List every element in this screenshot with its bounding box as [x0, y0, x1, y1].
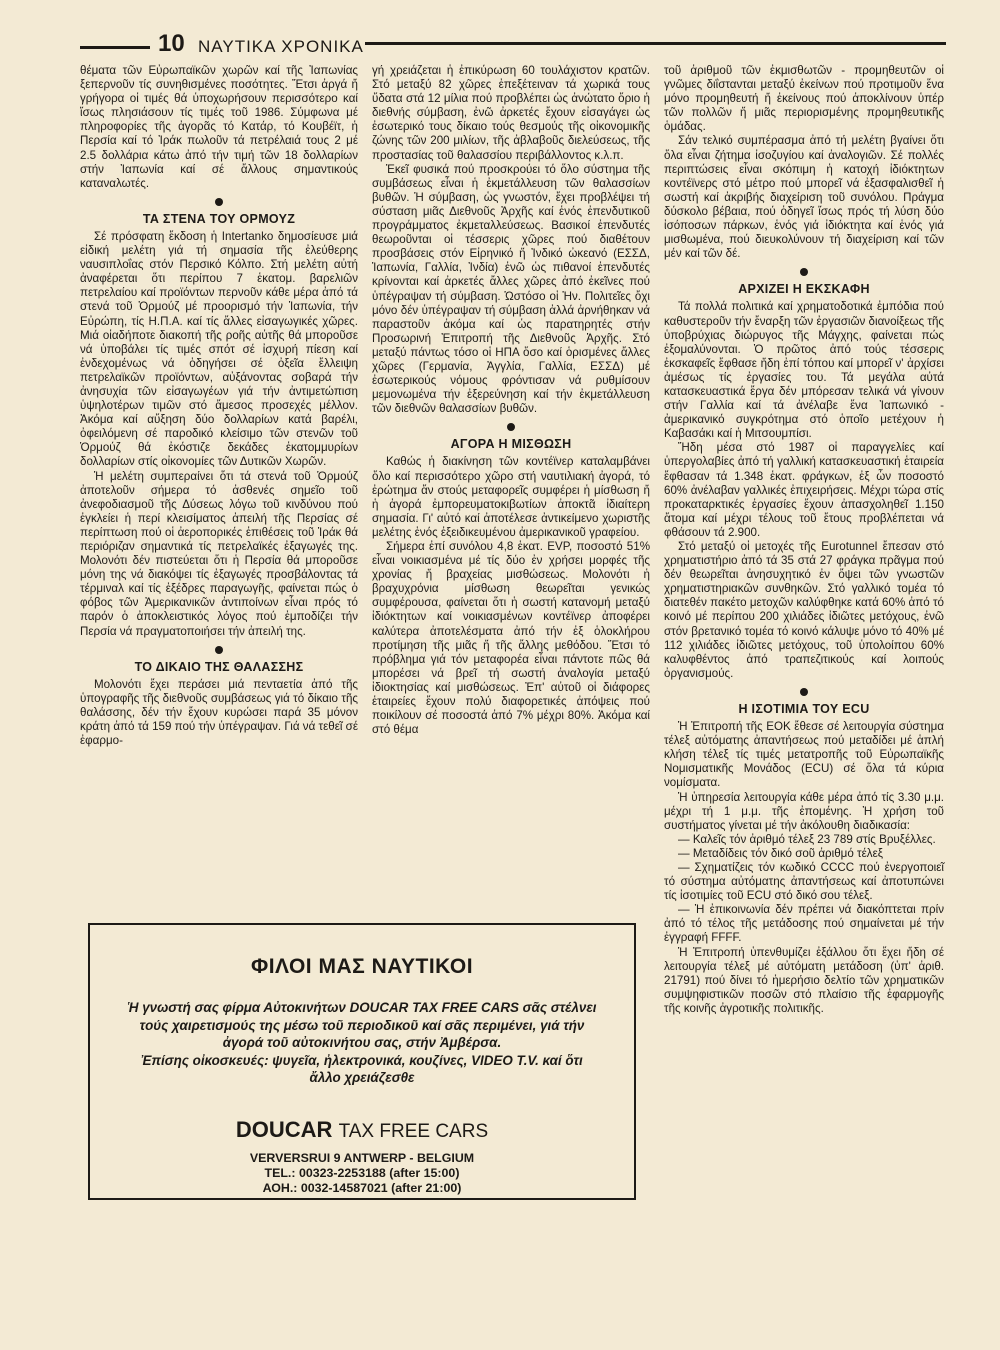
col1-intro-paragraph: θέματα τῶν Εὐρωπαϊκῶν χωρῶν καί τῆς Ἰαπωνίας ξεπερνοῦν τίς συνηθισμένες ποσότητες. Ἔτσι ἀργά ἤ γρήγορα οἱ τιμές θά ὑποχωρήσουν περισσότερο καί ἴσως πλησιάσουν τίς τιμές τοῦ 1986. Σύμφωνα μέ πληροφορίες τῆς ἀγορᾶς τό Κατάρ, τό Κουβέϊτ, ἡ Περσία καί τό Ἰράκ πωλοῦν τά πετρέλαιά τους 2 μέ 2.5 δολλάρια κάτω ἀπό τήν τιμή τῶν 18 δολλαρίων στήν Ἰαπωνία καί σέ ἄλλους σημαντικούς καταναλωτές. [80, 64, 358, 190]
heading-buy-or-lease: ΑΓΟΡΑ Η ΜΙΣΘΩΣΗ [450, 437, 572, 452]
ad-phone-alt: ΑΟΗ.: 0032-14587021 (after 21:00) [262, 1180, 462, 1195]
ad-brand-tagline: TAX FREE CARS [338, 1120, 489, 1142]
col3-intro-paragraph: Σάν τελικό συμπέρασμα ἀπό τή μελέτη βγαίνει ὅτι ὅλα εἶναι ζήτημα ἰσοζυγίου καί ἀναλογιῶν. Σέ πολλές περιπτώσεις εἶναι σκόπιμη ἡ κατοχή ἰδιόκτητων κοντέϊνερς στό μέτρο πού μπορεῖ νά ἐξασφαλισθεῖ ἡ σωστή καί ἀκριβής διαχείριση τοῦ συνόλου. Πράγμα δύσκολο βέβαια, πού ὁδηγεῖ ἴσως πρός τή λύση δύο ἰσόποσων πάρκων, ἑνός γιά ἰδιόκτητα καί ἑνός γιά μισθωμένα, πού διευκολύνουν τή διαχείριση καί τῶν μέν καί τῶν δέ. [664, 134, 944, 261]
heading-ormuz: ΤΑ ΣΤΕΝΑ ΤΟΥ ΟΡΜΟΥΖ [142, 211, 296, 226]
heading-ecu: Η ΙΣΟΤΙΜΙΑ ΤΟΥ ECU [738, 701, 870, 716]
ecu-step: — Σχηματίζεις τόν κωδικό CCCC πού ἐνεργοποιεῖ τό σύστημα αὐτόματης ἀπαντήσεως καί ἀποτυπώνει τίς ἰσοτιμίες τοῦ ECU στό δικό σου τέλεξ. [664, 860, 944, 903]
ecu-paragraph: Ἡ Ἐπιτροπή ὑπενθυμίζει ἐξάλλου ὅτι ἔχει ἤδη σέ λειτουργία τέλεξ μέ αὐτόματη μετάδοση (ὑπ' ἀριθ. 21791) πού δίνει τό ἡμερήσιο δελτίο τῶν χρηματικῶν συμψηφιστικῶν ποσῶν στό πλαίσιο τῆς ἐφαρμογῆς τῆς κοινῆς ἀγροτικῆς πολιτικῆς. [664, 945, 944, 1015]
advertisement-box [88, 923, 636, 1200]
ad-address: VERVERSRUI 9 ANTWERP - BELGIUM [249, 1150, 475, 1165]
ad-body [124, 999, 600, 1087]
ecu-paragraph: Ἡ Ἐπιτροπή τῆς ΕΟΚ ἔθεσε σέ λειτουργία σύστημα τέλεξ αὐτόματης ἀπαντήσεως πού μεταδίδει μέ ἁπλή κλήση τέλεξ τίς τιμές μετατροπῆς τοῦ Εὐρωπαϊκῆς Νομισματικῆς Μονάδος (ECU) σέ ὅλα τά κύρια νομίσματα. [664, 720, 944, 790]
ormuz-paragraph: Ἡ μελέτη συμπεραίνει ὅτι τά στενά τοῦ Ὁρμούζ ἀποτελοῦν σήμερα τό ἀσθενές σημεῖο τοῦ ἀνεφοδιασμοῦ τῆς Δύσεως λόγω τοῦ κινδύνου πού ἐγκλείει ἡ περί κλεισίματος ἀπειλή τῆς Περσίας σέ περίπτωση πού οἱ ἀεροπορικές ἐπιθέσεις τοῦ Ἰράκ θά περιόριζαν σημαντικά τίς πετρελαϊκές ἐξαγωγές της. Μολονότι δέν πιστεύεται ὅτι ἡ Περσία θά μποροῦσε μόνη της νά διακόψει τίς ἐξαγωγές προσβάλοντας τά τέρμιναλ καί τίς ἐξέδρες παραγωγῆς, φαίνεται πώς ὁ φόβος τῶν Ἀμερικανικῶν ἀντιποίνων εἶναι πρός τό παρόν ὁ ἀποκλειστικός λόγος πού ἐμποδίζει τήν Περσία νά πραγματοποιήσει τήν ἀπειλή της. [80, 469, 358, 638]
heading-excavation: ΑΡΧΙΖΕΙ Η ΕΚΣΚΑΦΗ [738, 282, 870, 297]
ad-contact [90, 1151, 634, 1196]
ecu-paragraph: Ἡ ὑπηρεσία λειτουργία κάθε μέρα ἀπό τίς 3.30 μ.μ. μέχρι τή 1 μ.μ. τῆς ἐπομένης. Ἡ χρήση τοῦ συστήματος γίνεται μέ τήν ἀκόλουθη διαδικασία: [664, 790, 944, 832]
column-3 [664, 64, 944, 1016]
ad-heading: ΦΙΛΟΙ ΜΑΣ ΝΑΥΤΙΚΟΙ [250, 955, 474, 978]
masthead-rule-left [80, 46, 150, 49]
column-2 [372, 64, 650, 737]
col3-intro-paragraph: τοῦ ἀριθμοῦ τῶν ἐκμισθωτῶν - προμηθευτῶν οἱ γνῶμες διΐστανται μεταξύ ἐκείνων πού προτιμοῦν ἕνα μόνο προμηθευτή ἤ ἐκείνους πού ἀποκλίνουν ὑπέρ τῶν πολλῶν ἤ μιᾶς περιορισμένης προμηθευτικῆς ὁμάδας. [664, 64, 944, 134]
heading-law-of-sea: ΤΟ ΔΙΚΑΙΟ ΤΗΣ ΘΑΛΑΣΣΗΣ [134, 659, 304, 674]
ecu-step: — Ἡ ἐπικοινωνία δέν πρέπει νά διακόπτεται πρίν ἀπό τό τέλος τῆς μετάδοσης πού σημαίνεται μέ τήν ἐγγραφή FFFF. [664, 903, 944, 945]
ad-brand [90, 1117, 634, 1143]
ecu-step: — Καλεῖς τόν ἀριθμό τέλεξ 23 789 στίς Βρυξέλλες. [678, 832, 936, 846]
section-bullet [215, 646, 223, 654]
ormuz-paragraph: Σέ πρόσφατη ἔκδοση ἡ Intertanko δημοσίευσε μιά εἰδική μελέτη γιά τή σημασία τῆς ἐλεύθερης ναυσιπλοΐας στόν Περσικό Κόλπο. Στή μελέτη αὐτή ἀναφέρεται ὅτι περίπου 7 ἑκατομ. βαρελιῶν πετρελαίου καί προϊόντων περνοῦν κάθε μέρα ἀπό τά στενά τοῦ Ὁρμούζ μέ προορισμό τήν Ἰαπωνία, τήν Εὐρώπη, τίς Η.Π.Α. καί τίς ἄλλες εἰσαγωγικές χῶρες. Μιά οἱαδήποτε διακοπή τῆς ροῆς αὐτῆς θά μποροῦσε νά ὑποβάλει τίς τιμές σπότ σέ ἰσχυρή πίεση καί ἐνδεχομένως νά ὁδηγήσει σέ ὀξεῖα ἔλλειψη πετρελαϊκῶν προϊόντων, αὐξάνοντας σοβαρά τήν ἀνησυχία τῶν εἰσαγωγέων γιά τήν ἀντιμετώπιση ὑψηλοτέρων τιμῶν στό ἄμεσος προσεχές μέλλον. Ἀκόμα καί αὔξηση δύο δολλαρίων κατά βαρέλι, ὀφειλόμενη σέ παροδικό κλείσιμο τῶν στενῶν τοῦ Ὁρμούζ θά ἐκόστιζε δεκάδες ἑκατομμυρίων δολλαρίων στίς οἰκονομίες τῶν Δυτικῶν Χωρῶν. [80, 229, 358, 469]
ad-phone: TEL.: 00323-2253188 (after 15:00) [264, 1165, 460, 1180]
ecu-step: — Μεταδίδεις τόν δικό σοῦ ἀριθμό τέλεξ [678, 846, 883, 860]
sea-paragraph: Μολονότι ἔχει περάσει μιά πενταετία ἀπό τῆς ὑπογραφῆς τῆς διεθνοῦς συμβάσεως γιά τό δίκαιο τῆς θαλάσσης, δέν τήν ἔχουν κυρώσει παρά 35 μόνον κράτη ἀπό τά 159 πού τήν ὑπέγραψαν. Γιά νά τεθεῖ σέ ἐφαρμο- [80, 677, 358, 748]
excavation-paragraph: Στό μεταξύ οἱ μετοχές τῆς Eurotunnel ἔπεσαν στό χρηματιστήριο ἀπό τά 35 στά 27 φράγκα πρᾶγμα πού δέν θεωρεῖται ἀνησυχητικό ἐν ὄψει τῶν γνωστῶν χρηματιστηριακῶν συνθηκῶν. Στό γαλλικό τομέα τό διατεθέν πακέτο μετοχῶν καλύφθηκε κατά 60% ἀπό τό κοινό μέ περίπου 200 χιλιάδες ἰδιῶτες μετόχους, ἐνῶ στόν βρετανικό τομέα τό κοινό κάλυψε μόνο τό 40% μέ 112 χιλιάδες ἰδιῶτες μετόχους, τοῦ ὑπολοίπου 60% καλυφθέντος ἀπό τραπεζιτικούς καί λοιπούς ὀργανισμούς. [664, 540, 944, 680]
ad-body-line: Ἡ γνωστή σας φίρμα Αὐτοκινήτων DOUCAR TAX FREE CARS σᾶς στέλνει τούς χαιρετισμούς της μέσω τοῦ περιοδικοῦ καί σᾶς περιμένει, γιά τήν ἀγορά τοῦ αὐτοκινήτου σας, στήν Ἀμβέρσα. [127, 1000, 597, 1050]
excavation-paragraph: Ἤδη μέσα στό 1987 οἱ παραγγελίες καί ὑπεργολαβίες ἀπό τή γαλλική κατασκευαστική ἑταιρεία ἔφθασαν τά 1.348 ἑκατ. φράγκων, ἐξ ὧν ποσοστό 60% ἀνέλαβαν γαλλικές ἐπιχειρήσεις. Μέχρι τώρα στίς προκαταρκτικές ἐργασίες ἔχουν ἀπασχοληθεῖ 1.150 ἄτομα καί μέχρι τέλους τοῦ ἔτους προβλέπεται νά φθάσουν τά 2.900. [664, 441, 944, 539]
ad-brand-name: DOUCAR [235, 1116, 333, 1142]
section-bullet [507, 423, 515, 431]
masthead-rule-right [365, 42, 946, 45]
column-1 [80, 64, 358, 748]
lease-paragraph: Σήμερα ἐπί συνόλου 4,8 ἑκατ. EVP, ποσοστό 51% εἶναι νοικιασμένα μέ τίς δύο ἐν χρήσει μορφές τῆς χρονίας ἤ βραχείας μισθώσεως. Μολονότι ἡ βραχυχρόνια μίσθωση θεωρεῖται γενικώς συμφέρουσα, φαίνεται ὅτι ἡ σωστή κατανομή μεταξύ ἰδιόκτητων καί νοικιασμένων κοντέϊνερ ἀποφέρει καλύτερα ἀποτελέσματα ἀπό τήν ἐξ ὁλοκλήρου προτίμηση τῆς μιᾶς ἤ τῆς ἄλλης μεθόδου. Ἔτσι τό πρόβλημα γιά τόν μεταφορέα εἶναι πάντοτε πῶς θά μπορέσει νά βρεῖ τή σωστή ἀναλογία μεταξύ ἰδιοκτησίας καί μισθώσεως. Ἐπ' αὐτοῦ οἱ διάφορες ἑταιρείες ἔχουν πολύ διαφορετικές ἀπόψεις πού ποικίλουν σέ ποσοστά ἀπό 7% μέχρι 80%. Ἀκόμα καί στό θέμα [372, 540, 650, 737]
page-number: 10 [158, 30, 185, 57]
col2-intro-paragraph: γή χρειάζεται ἡ ἐπικύρωση 60 τουλάχιστον κρατῶν. Στό μεταξύ 82 χῶρες ἐπεξέτειναν τά χωρικά τους ὕδατα στά 12 μίλια πού προβλέπει ὡς ἀνώτατο ὅριο ἡ διεθνής σύμβαση, ἐνῶ ἀρκετές ἔχουν εἰσαγάγει ὡς ἐσωτερικό τους δίκαιο τούς θεσμούς τῆς οἰκονομικῆς ζώνης τῶν 200 μιλίων, τῆς ἀβλαβοῦς διελεύσεως, τῆς προστασίας τοῦ θαλασσίου περιβάλλοντος κ.λ.π. [372, 64, 650, 162]
lease-paragraph: Καθώς ἡ διακίνηση τῶν κοντέϊνερ καταλαμβάνει ὅλο καί περισσότερο χῶρο στή ναυτιλιακή ἀγορά, τό ἐρώτημα ἄν στούς μεταφορεῖς συμφέρει ἡ μίσθωση ἤ ἡ ἀγορά ἐμπορευματοκιβωτίων ἀποκτᾶ ἰδιαίτερη σημασία. Γι' αὐτό καί ἀποτέλεσε ἀντικείμενο χωριστῆς μελέτης ἑνός ἐξειδικευμένου ἀμερικανικοῦ γραφείου. [372, 455, 650, 539]
masthead [80, 30, 946, 62]
publication-title: ΝΑΥΤΙΚΑ ΧΡΟΝΙΚΑ [198, 37, 364, 56]
section-bullet [800, 268, 808, 276]
excavation-paragraph: Τά πολλά πολιτικά καί χρηματοδοτικά ἐμπόδια πού καθυστεροῦν τήν ἔναρξη τῶν ἐργασιῶν διανοίξεως τῆς ὑποβρύχιας διώρυγος τῆς Μάγχης, φαίνεται πώς ἐξομαλύνονται. Ὁ πρῶτος ἀπό τούς τέσσερις ἐκσκαφεῖς ἔφθασε ἤδη ἐπί τόπου καί μπορεῖ ν' ἀρχίσει ἀμέσως τίς ἐργασίες του. Τά μεγάλα αὐτά κατασκευαστικά ἔργα δέν μπόρεσαν τελικά νά γίνουν στήν Γαλλία καί τά ἀνέλαβε ἕνα Ἰαπωνικό - ἀμερικανικό συγκρότημα στό ὁποῖο μετέχουν ἡ Καβασάκι καί ἡ Μιτσουμπίσι. [664, 300, 944, 441]
section-bullet [215, 198, 223, 206]
ad-body-line: Ἐπίσης οἰκοσκευές: ψυγεῖα, ἠλεκτρονικά, κουζίνες, VIDEO T.V. καί ὅτι ἄλλο χρειάζεσθε [141, 1052, 583, 1085]
col2-intro-paragraph: Ἐκεῖ φυσικά πού προσκρούει τό ὅλο σύστημα τῆς συμβάσεως εἶναι ἡ ἐκμετάλλευση τῶν θαλασσίων βυθῶν. Ἡ σύμβαση, ὡς γνωστόν, ἔχει προβλέψει τή σύσταση μιᾶς Διεθνοῦς Ἀρχῆς καί ἑνός ἐπενδυτικοῦ προγράμματος ἐκμεταλλεύσεως. Βασικοί ἐπενδυτές θεωροῦνται οἱ τέσσερις χῶρες πού διαθέτουν προσβάσεις στόν Εἰρηνικό ἤ Ἰνδικό ὠκεανό (ΕΣΣΔ, Ἰαπωνία, Γαλλία, Ἰνδία) ἐνῶ ὡς πιθανοί ἐπενδυτές κρίνονται καί ἀρκετές ἄλλες χῶρες ἀπό ἐκεῖνες πού ὑπέγραψαν τή σύμβαση. Ὡστόσο οἱ Ἡν. Πολιτεῖες ὄχι μόνο δέν ὑπέγραψαν τή σύμβαση ἀλλά ἀρνήθηκαν νά παραστοῦν ἀκόμα καί ὡς παρατηρητές στήν Προσωρινή Ἐπιτροπή τῆς Διεθνοῦς Ἀρχῆς. Στό μεταξύ πάντως τόσο οἱ ΗΠΑ ὅσο καί ὁρισμένες ἄλλες χῶρες (Γερμανία, Ἀγγλία, Γαλλία, ΕΣΣΔ) μέ ἐσωτερικούς νόμους φρόντισαν νά ρυθμίσουν μεμονωμένα τήν ἐξερεύνηση καί τήν ἐκμετάλλευση τῶν διεθνῶν θαλασσίων βυθῶν. [372, 162, 650, 416]
section-bullet [800, 688, 808, 696]
